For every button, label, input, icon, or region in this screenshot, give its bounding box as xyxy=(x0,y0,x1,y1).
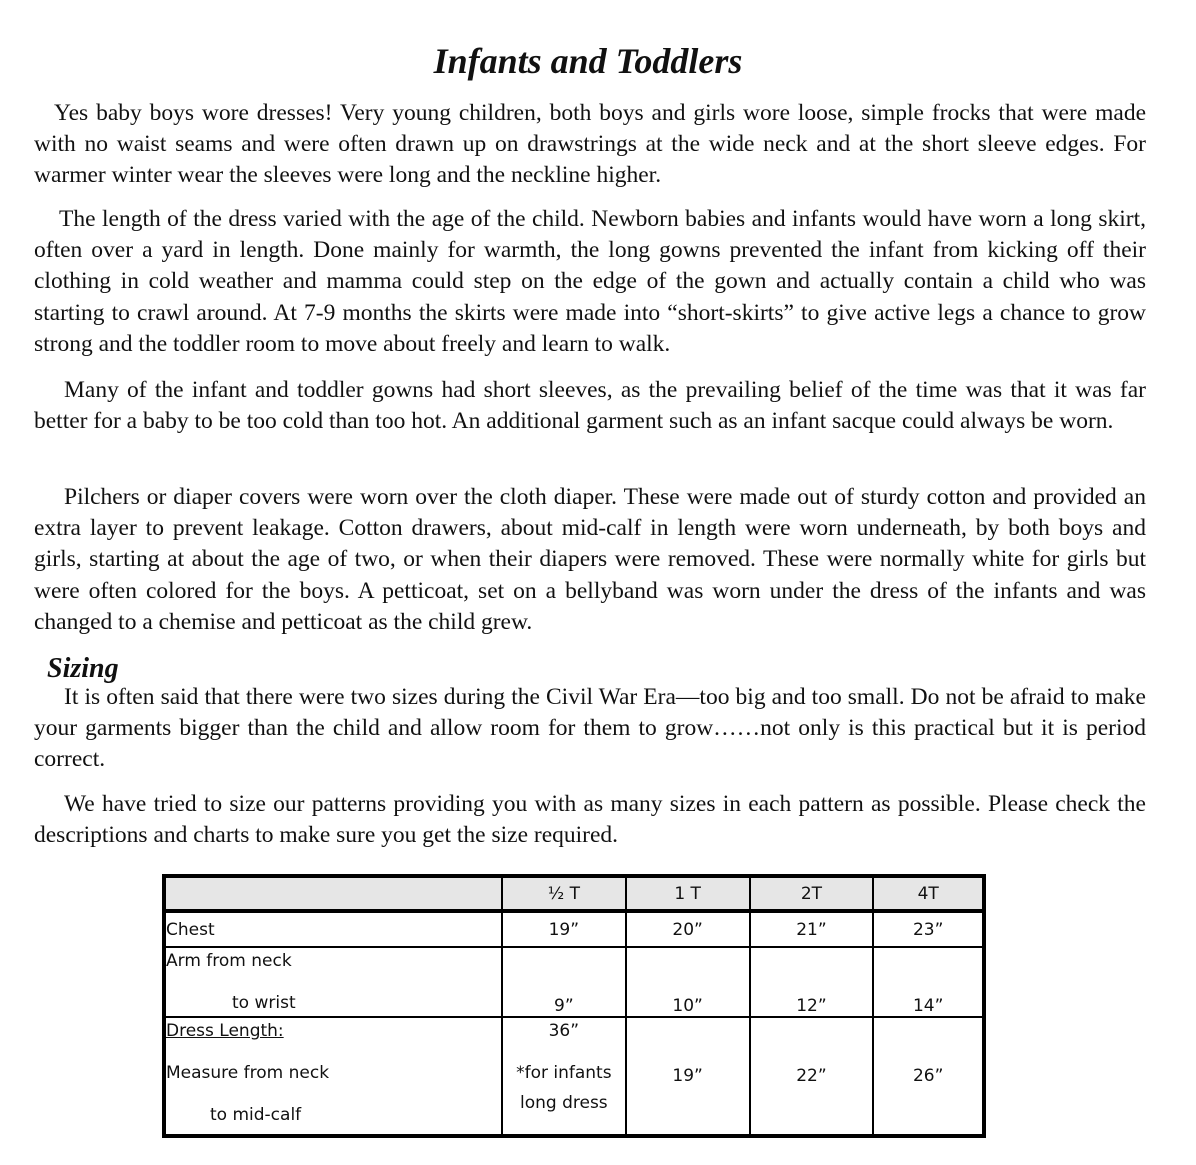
sizing-paragraph-2: We have tried to size our patterns providing you with as many sizes in each pattern as possible. Please check the descriptions and charts to make sure you get the size required. xyxy=(34,791,1146,849)
arm-value: 10” xyxy=(626,947,750,1017)
arm-row xyxy=(164,947,984,1017)
dress-length-value: 22” xyxy=(750,1017,874,1136)
sizing-heading: Sizing xyxy=(47,653,119,684)
sizing-paragraph-1: It is often said that there were two sizes during the Civil War Era—too big and too small. Do not be afraid to make your garments bigger than the child and allow room for them to grow……not only is this practical but it is period correct. xyxy=(34,684,1146,773)
arm-value: 12” xyxy=(750,947,874,1017)
size-header-cell: 4T xyxy=(873,876,984,911)
chest-value: 20” xyxy=(626,911,750,947)
dress-length-value: 19” xyxy=(626,1017,750,1136)
arm-label-cell xyxy=(164,947,502,1017)
intro-paragraph-1: Yes baby boys wore dresses! Very young children, both boys and girls wore loose, simple frocks that were made with no waist seams and were often drawn up on drawstrings at the wide neck and at the short sleeve edges. For warmer winter wear the sleeves were long and the neckline higher. xyxy=(34,100,1146,189)
chest-label: Chest xyxy=(164,911,502,947)
dress-length-label: Dress Length: xyxy=(166,1021,284,1041)
arm-value: 9” xyxy=(502,947,626,1017)
intro-paragraph-4: Pilchers or diaper covers were worn over the cloth diaper. These were made out of sturdy cotton and provided an extra layer to prevent leakage. Cotton drawers, about mid-calf in length were worn underneath, by both boys and girls, starting at about the age of two, or when their diapers were removed. These were normally white for girls but were often colored for the boys. A petticoat, set on a bellyband was worn under the dress of the infants and was changed to a chemise and petticoat as the child grew. xyxy=(34,484,1146,635)
chest-value: 19” xyxy=(502,911,626,947)
size-header-row xyxy=(164,876,984,911)
arm-label: Arm from neck xyxy=(166,951,292,971)
dress-measure-label: Measure from neck xyxy=(166,1063,330,1083)
dress-measure-label-continued: to mid-calf xyxy=(210,1105,302,1125)
dress-infant-value: 36” xyxy=(548,1021,580,1041)
arm-label-continued: to wrist xyxy=(232,993,296,1013)
arm-value: 14” xyxy=(873,947,984,1017)
intro-paragraph-2: The length of the dress varied with the age of the child. Newborn babies and infants would have worn a long skirt, often over a yard in length. Done mainly for warmth, the long gowns prevented the infant from kicking off their clothing in cold weather and mamma could step on the edge of the gown and actually contain a child who was starting to crawl around. At 7-9 months the skirts were made into “short-skirts” to give active legs a chance to grow strong and the toddler room to move about freely and learn to walk. xyxy=(34,206,1146,357)
dress-infant-cell xyxy=(502,1017,626,1136)
dress-infant-note-continued: long dress xyxy=(519,1093,608,1113)
dress-length-row xyxy=(164,1017,984,1136)
size-header-cell: ½ T xyxy=(502,876,626,911)
size-header-cell: 1 T xyxy=(626,876,750,911)
chest-row xyxy=(164,911,984,947)
size-chart-table xyxy=(162,874,986,1138)
dress-infant-note: *for infants xyxy=(516,1063,612,1083)
chest-value: 21” xyxy=(750,911,874,947)
size-header-corner xyxy=(164,876,502,911)
chest-value: 23” xyxy=(873,911,984,947)
page-title: Infants and Toddlers xyxy=(433,41,743,81)
dress-length-value: 26” xyxy=(873,1017,984,1136)
size-header-cell: 2T xyxy=(750,876,874,911)
intro-paragraph-3: Many of the infant and toddler gowns had short sleeves, as the prevailing belief of the time was that it was far better for a baby to be too cold than too hot. An additional garment such as an infant sacque could always be worn. xyxy=(34,377,1146,435)
dress-label-cell xyxy=(164,1017,502,1136)
